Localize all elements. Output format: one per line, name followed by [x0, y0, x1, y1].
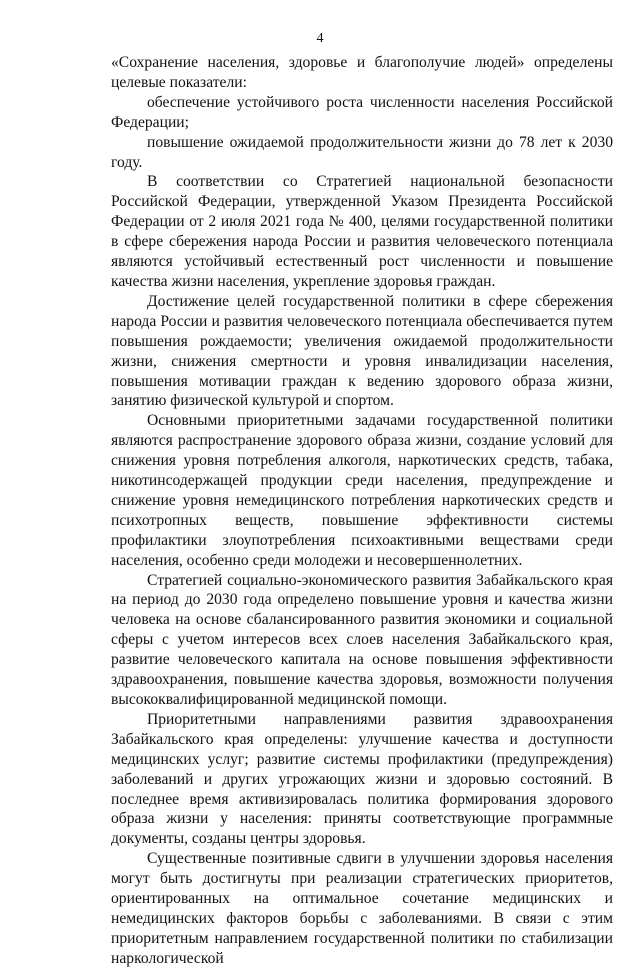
- paragraph-3: повышение ожидаемой продолжительности жизни до 78 лет к 2030 году.: [111, 133, 613, 171]
- paragraph-9: Существенные позитивные сдвиги в улучшении здоровья населения могут быть достигнуты при реализации стратегических приоритетов, ориентированных на оптимальное сочетание медицинских и немедицинских факторов борьбы с заболеваниями. В связи с этим приоритетным направлением государственной политики по стабилизации наркологической: [111, 850, 613, 967]
- paragraph-2: обеспечение устойчивого роста численности населения Российской Федерации;: [111, 93, 613, 131]
- paragraph-1: «Сохранение населения, здоровье и благополучие людей» определены целевые показатели:: [111, 54, 613, 91]
- document-body: [111, 53, 613, 969]
- paragraph-8: Приоритетными направлениями развития здравоохранения Забайкальского края определены: улучшение качества и доступности медицинских услуг; развитие системы профилактики (предупреждения) заболеваний и других угрожающих жизни и здоровью состояний. В последнее время активизировалась политика формирования здорового образа жизни у населения: приняты соответствующие программные документы, созданы центры здоровья.: [111, 710, 613, 848]
- paragraph-6: Основными приоритетными задачами государственной политики являются распространение здорового образа жизни, создание условий для снижения уровня потребления алкоголя, наркотических средств, табака, никотинсодержащей продукции среди населения, предупреждение и снижение уровня немедицинского потребления наркотических средств и психотропных веществ, повышение эффективности системы профилактики злоупотребления психоактивными веществами среди населения, особенно среди молодежи и несовершеннолетних.: [111, 412, 613, 569]
- page-number: 4: [316, 31, 324, 46]
- paragraph-7: Стратегией социально-экономического развития Забайкальского края на период до 2030 года определено повышение уровня и качества жизни человека на основе сбалансированного развития экономики и социальной сферы с учетом интересов всех слоев населения Забайкальского края, развитие человеческого капитала на основе повышения эффективности здравоохранения, повышение качества здоровья, возможности получения высококвалифицированной медицинской помощи.: [111, 571, 613, 708]
- paragraph-4: В соответствии со Стратегией национальной безопасности Российской Федерации, утвержденной Указом Президента Российской Федерации от 2 июля 2021 года № 400, целями государственной политики в сфере сбережения народа России и развития человеческого потенциала являются устойчивый естественный рост численности и повышение качества жизни населения, укрепление здоровья граждан.: [111, 173, 613, 290]
- paragraph-5: Достижение целей государственной политики в сфере сбережения народа России и развития человеческого потенциала обеспечивается путем повышения рождаемости; увеличения ожидаемой продолжительности жизни, снижения смертности и уровня инвалидизации населения, повышения мотивации граждан к ведению здорового образа жизни, занятию физической культурой и спортом.: [111, 292, 613, 410]
